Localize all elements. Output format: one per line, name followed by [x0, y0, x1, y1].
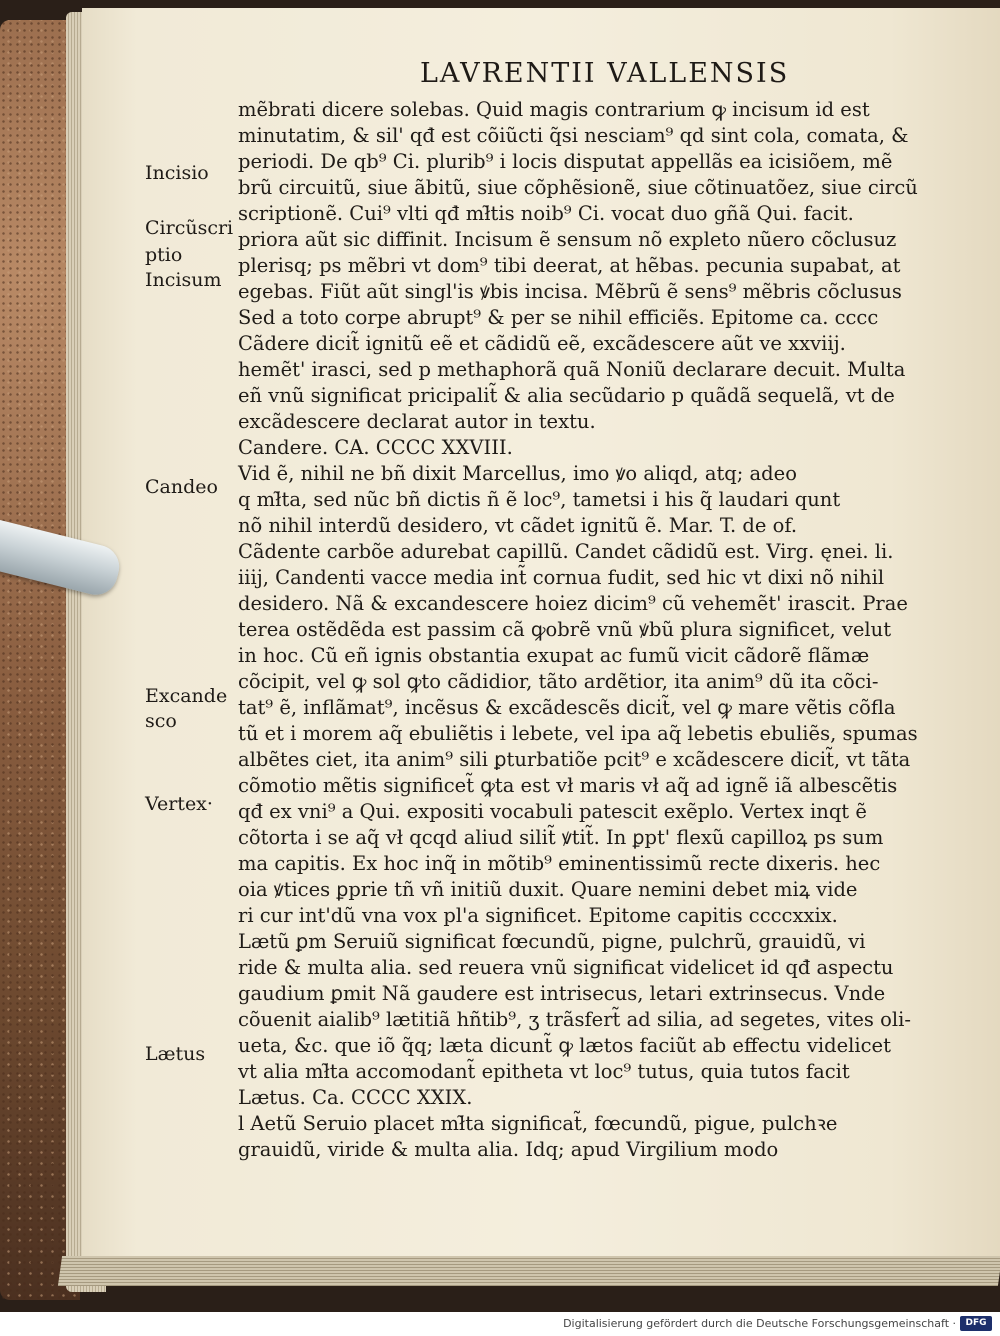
dfg-logo: DFG: [960, 1316, 992, 1331]
margin-note: Vertex·: [145, 793, 213, 815]
text-line: oia ꝟtices ꝑprie tñ vñ initiũ duxit. Quare nemini debet miꝝ vide: [238, 878, 858, 901]
text-line: in hoc. Cũ eñ ignis obstantia exupat ac fumũ vicit cãdorẽ flãmæ: [238, 644, 870, 667]
text-line: Sed a toto corpe abrupt⁹ & per se nihil efficiẽs. Epitome ca. cccc: [238, 306, 879, 329]
text-line: cõuenit aialib⁹ lætitiã hñtib⁹, ʒ trãsfert̃ ad silia, ad segetes, vites oli-: [238, 1008, 911, 1031]
text-line: gaudium ꝑmit Nã gaudere est intrisecus, letari extrinsecus. Vnde: [238, 982, 886, 1005]
text-line: grauidũ, viride & multa alia. Idq; apud Virgilium modo: [238, 1138, 779, 1161]
text-line: vt alia mł̃ta accomodant̃ epitheta vt loc⁹ tutus, quia tutos facit: [238, 1060, 850, 1083]
running-title: LAVRENTII VALLENSIS: [420, 58, 790, 89]
text-line: nõ nihil interdũ desidero, vt cãdet ignitũ ẽ. Mar. T. de of.: [238, 514, 798, 537]
margin-note: Excande: [145, 685, 228, 707]
text-line: excãdescere declarat autor in textu.: [238, 410, 596, 433]
text-line: brũ circuitũ, siue ãbitũ, siue cõphẽsionẽ, siue cõtinuatõez, siue circũ: [238, 176, 918, 199]
text-line: Candere. CA. CCCC XXVIII.: [238, 436, 513, 459]
text-line: ma capitis. Ex hoc inq̃ in mõtib⁹ eminentissimũ recte dixeris. hec: [238, 852, 881, 875]
text-line: terea ostẽdẽda est passim cã ꝙobrẽ vnũ ꝟbũ plura significet, velut: [238, 618, 892, 641]
text-line: desidero. Nã & excandescere hoiez dicim⁹ cũ vehemẽt' irascit. Prae: [238, 592, 908, 615]
margin-note: Circũscri: [145, 217, 234, 239]
text-line: cõtorta i se aq̃ vł qcqd aliud silit̃ ꝟtit̃. In ꝑpt' flexũ capilloꝝ ps sum: [238, 826, 884, 849]
text-line: Cãdente carbõe adurebat capillũ. Candet cãdidũ est. Virg. ęnei. li.: [238, 540, 894, 563]
text-line: Lætus. Ca. CCCC XXIX.: [238, 1086, 473, 1109]
text-line: q mł̃ta, sed nũc bñ dictis ñ ẽ loc⁹, tametsi i his q̃ laudari qunt: [238, 488, 841, 511]
margin-note: ptio: [145, 244, 183, 266]
text-line: mẽbrati dicere solebas. Quid magis contrarium ꝙ incisum id est: [238, 98, 870, 121]
text-line: periodi. De qb⁹ Ci. plurib⁹ i locis disputat appellãs ea icisiõem, mẽ: [238, 150, 893, 173]
text-line: egebas. Fiũt aũt singl'is ꝟbis incisa. Mẽbrũ ẽ sens⁹ mẽbris cõclusus: [238, 280, 902, 303]
text-line: iiij, Candenti vacce media int̃ cornua fudit, sed hic vt dixi nõ nihil: [238, 566, 885, 589]
text-line: plerisq; ps mẽbri vt dom⁹ tibi deerat, at hẽbas. pecunia supabat, at: [238, 254, 901, 277]
text-line: ride & multa alia. sed reuera vnũ significat videlicet id qđ aspectu: [238, 956, 894, 979]
text-line: priora aũt sic diffinit. Incisum ẽ sensum nõ expleto nũero cõclusuz: [238, 228, 897, 251]
text-line: tũ et i morem aq̃ ebuliẽtis i lebete, vel ipa aq̃ lebetis ebuliẽs, spumas: [238, 722, 918, 745]
text-line: ueta, &c. que iõ q̃q; læta dicunt̃ ꝙ lætos faciũt ab effectu videlicet: [238, 1034, 891, 1057]
text-line: Vid ẽ, nihil ne bñ dixit Marcellus, imo ꝟo aliqd, atq; adeo: [238, 462, 797, 485]
margin-note: Lætus: [145, 1043, 206, 1065]
footer-credit: Digitalisierung gefördert durch die Deutsche Forschungsgemeinschaft ·: [563, 1317, 956, 1330]
text-line: tat⁹ ẽ, inflãmat⁹, incẽsus & excãdescẽs dicit̃, vel ꝙ mare vẽtis cõfla: [238, 696, 896, 719]
text-line: hemẽt' irasci, sed p methaphorã quã Noniũ declarare decuit. Multa: [238, 358, 906, 381]
text-line: cõcipit, vel ꝙ sol ꝙto cãdidior, tãto ardẽtior, ita anim⁹ dũ ita cõci-: [238, 670, 879, 693]
text-line: qđ ex vni⁹ a Qui. expositi vocabuli patescit exẽplo. Vertex inqt ẽ: [238, 800, 867, 823]
margin-note: Incisio: [145, 162, 209, 184]
text-line: minutatim, & sil' qđ est cõiũcti q̃si nesciam⁹ qd sint cola, comata, &: [238, 124, 909, 147]
text-line: cõmotio mẽtis significet̃ ꝙta est vł maris vł aq̃ ad ignẽ iã albescẽtis: [238, 774, 898, 797]
text-line: albẽtes ciet, ita anim⁹ sili ꝑturbatiõe pcit⁹ e xcãdescere dicit̃, vt tãta: [238, 748, 911, 771]
margin-note: sco: [145, 710, 177, 732]
page-bottom-edges: [58, 1256, 1000, 1286]
text-line: eñ vnũ significat pricipalit̃ & alia secũdario p quãdã sequelã, vt de: [238, 384, 895, 407]
text-line: scriptionẽ. Cui⁹ vlti qđ mł̃tis noib⁹ Ci. vocat duo gñã Qui. facit.: [238, 202, 854, 225]
text-line: ri cur int'dũ vna vox pl'a significet. Epitome capitis ccccxxix.: [238, 904, 838, 927]
text-line: l Aetũ Seruio placet mł̃ta significat̃, fœcundũ, pigue, pulchꝛe: [238, 1112, 838, 1135]
margin-note: Candeo: [145, 476, 218, 498]
margin-note: Incisum: [145, 269, 222, 291]
text-line: Cãdere dicit̃ ignitũ eẽ et cãdidũ eẽ, excãdescere aũt ve xxviij.: [238, 332, 846, 355]
text-line: Lætũ ꝑm Seruiũ significat fœcundũ, pigne, pulchrũ, grauidũ, vi: [238, 930, 866, 953]
footer: [0, 1312, 1000, 1336]
